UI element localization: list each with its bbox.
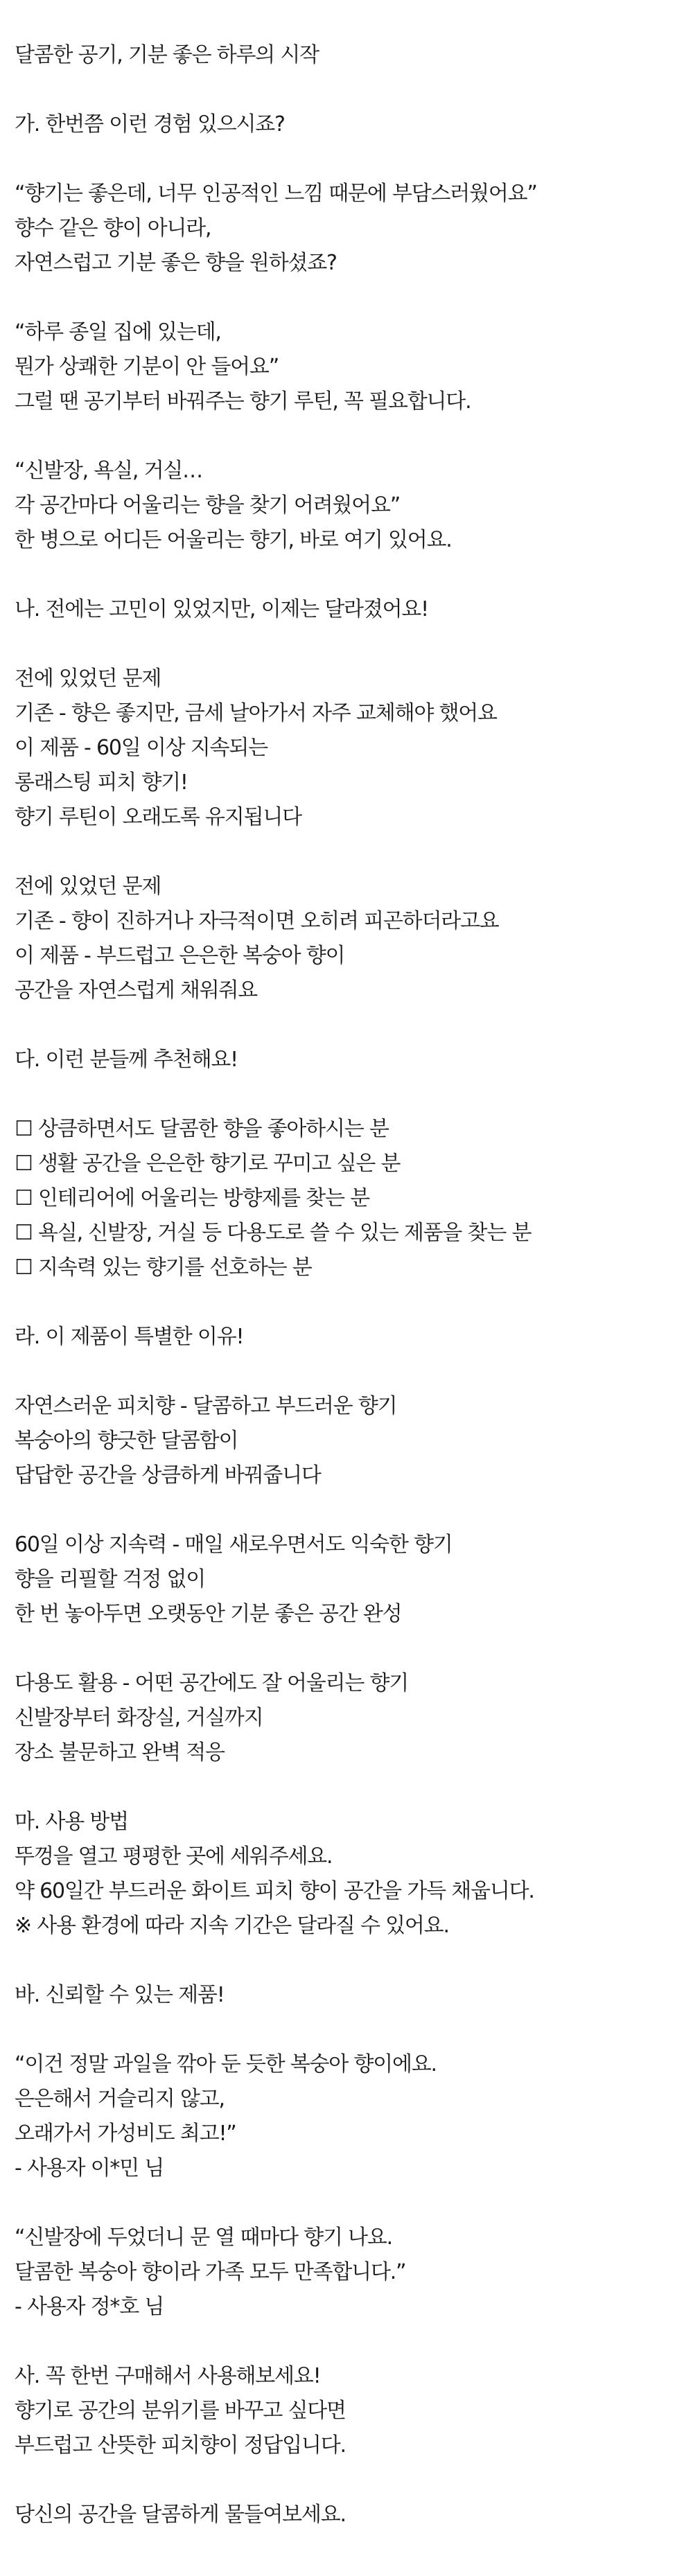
text-line: 뚜껑을 열고 평평한 곳에 세워주세요. (15, 1844, 333, 1869)
checklist-item: ☐ 생활 공간을 은은한 향기로 꾸미고 싶은 분 (15, 1152, 401, 1176)
text-line: 답답한 공간을 상큼하게 바꿔줍니다 (15, 1463, 321, 1488)
review-author: - 사용자 이*민 님 (15, 2156, 164, 2180)
text-line: 이 제품 - 부드럽고 은은한 복숭아 향이 (15, 944, 345, 968)
text-line: 향을 리필할 걱정 없이 (15, 1567, 206, 1591)
checklist-item: ☐ 욕실, 신발장, 거실 등 다용도로 쓸 수 있는 제품을 찾는 분 (15, 1221, 532, 1245)
section-heading-d: 라. 이 제품이 특별한 이유! (15, 1325, 244, 1349)
section-heading-g: 사. 꼭 한번 구매해서 사용해보세요! (15, 2364, 321, 2388)
text-line: 롱래스팅 피치 향기! (15, 770, 188, 795)
document-title: 달콤한 공기, 기분 좋은 하루의 시작 (15, 43, 319, 67)
text-line: 전에 있었던 문제 (15, 667, 161, 691)
text-line: 신발장부터 화장실, 거실까지 (15, 1706, 263, 1730)
text-line: 공간을 자연스럽게 채워줘요 (15, 978, 258, 1003)
checklist-item: ☐ 지속력 있는 향기를 선호하는 분 (15, 1255, 312, 1280)
checklist-item: ☐ 인테리어에 어울리는 방향제를 찾는 분 (15, 1186, 369, 1210)
text-line: 기존 - 향은 좋지만, 금세 날아가서 자주 교체해야 했어요 (15, 701, 497, 725)
text-line: 장소 불문하고 완벽 적응 (15, 1740, 225, 1765)
review-text-line: 달콤한 복숭아 향이라 가족 모두 만족합니다.” (15, 2260, 406, 2284)
checklist-item: ☐ 상큼하면서도 달콤한 향을 좋아하시는 분 (15, 1117, 389, 1141)
text-line: ※ 사용 환경에 따라 지속 기간은 달라질 수 있어요. (15, 1914, 449, 1938)
text-line: 향기로 공간의 분위기를 바꾸고 싶다면 (15, 2399, 346, 2423)
text-line: “하루 종일 집에 있는데, (15, 320, 221, 344)
text-line: 그럴 땐 공기부터 바꿔주는 향기 루틴, 꼭 필요합니다. (15, 389, 471, 414)
text-line: 기존 - 향이 진하거나 자극적이면 오히려 피곤하더라고요 (15, 909, 499, 933)
text-line: “신발장, 욕실, 거실… (15, 459, 202, 483)
text-line: “향기는 좋은데, 너무 인공적인 느낌 때문에 부담스러웠어요” (15, 182, 537, 206)
text-line: 자연스럽고 기분 좋은 향을 원하셨죠? (15, 251, 337, 275)
section-heading-c: 다. 이런 분들께 추천해요! (15, 1048, 238, 1072)
text-line: 60일 이상 지속력 - 매일 새로우면서도 익숙한 향기 (15, 1533, 453, 1557)
text-line: 뭔가 상쾌한 기분이 안 들어요” (15, 355, 279, 379)
text-line: 향수 같은 향이 아니라, (15, 216, 211, 240)
section-heading-e: 마. 사용 방법 (15, 1810, 128, 1834)
text-line: 자연스러운 피치향 - 달콤하고 부드러운 향기 (15, 1394, 397, 1418)
text-line: 한 번 놓아두면 오랫동안 기분 좋은 공간 완성 (15, 1602, 402, 1626)
text-line: 부드럽고 산뜻한 피치향이 정답입니다. (15, 2433, 346, 2458)
review-text-line: “이건 정말 과일을 깎아 둔 듯한 복숭아 향이에요. (15, 2052, 437, 2076)
section-heading-b: 나. 전에는 고민이 있었지만, 이제는 달라졌어요! (15, 597, 428, 621)
text-line: 전에 있었던 문제 (15, 874, 161, 899)
review-text-line: 오래가서 가성비도 최고!” (15, 2121, 236, 2146)
text-line: 다용도 활용 - 어떤 공간에도 잘 어울리는 향기 (15, 1671, 409, 1695)
review-text-line: “신발장에 두었더니 문 열 때마다 향기 나요. (15, 2225, 392, 2250)
closing-line: 당신의 공간을 달콤하게 물들여보세요. (15, 2503, 346, 2527)
section-heading-f: 바. 신뢰할 수 있는 제품! (15, 1983, 225, 2007)
text-line: 이 제품 - 60일 이상 지속되는 (15, 736, 267, 760)
text-line: 약 60일간 부드러운 화이트 피치 향이 공간을 가득 채웁니다. (15, 1879, 534, 1903)
text-line: 향기 루틴이 오래도록 유지됩니다 (15, 805, 301, 829)
section-heading-a: 가. 한번쯤 이런 경험 있으시죠? (15, 112, 285, 136)
review-author: - 사용자 정*호 님 (15, 2295, 164, 2319)
text-line: 한 병으로 어디든 어울리는 향기, 바로 여기 있어요. (15, 528, 452, 552)
text-line: 복숭아의 향긋한 달콤함이 (15, 1429, 238, 1453)
text-line: 각 공간마다 어울리는 향을 찾기 어려웠어요” (15, 493, 401, 518)
review-text-line: 은은해서 거슬리지 않고, (15, 2087, 225, 2111)
